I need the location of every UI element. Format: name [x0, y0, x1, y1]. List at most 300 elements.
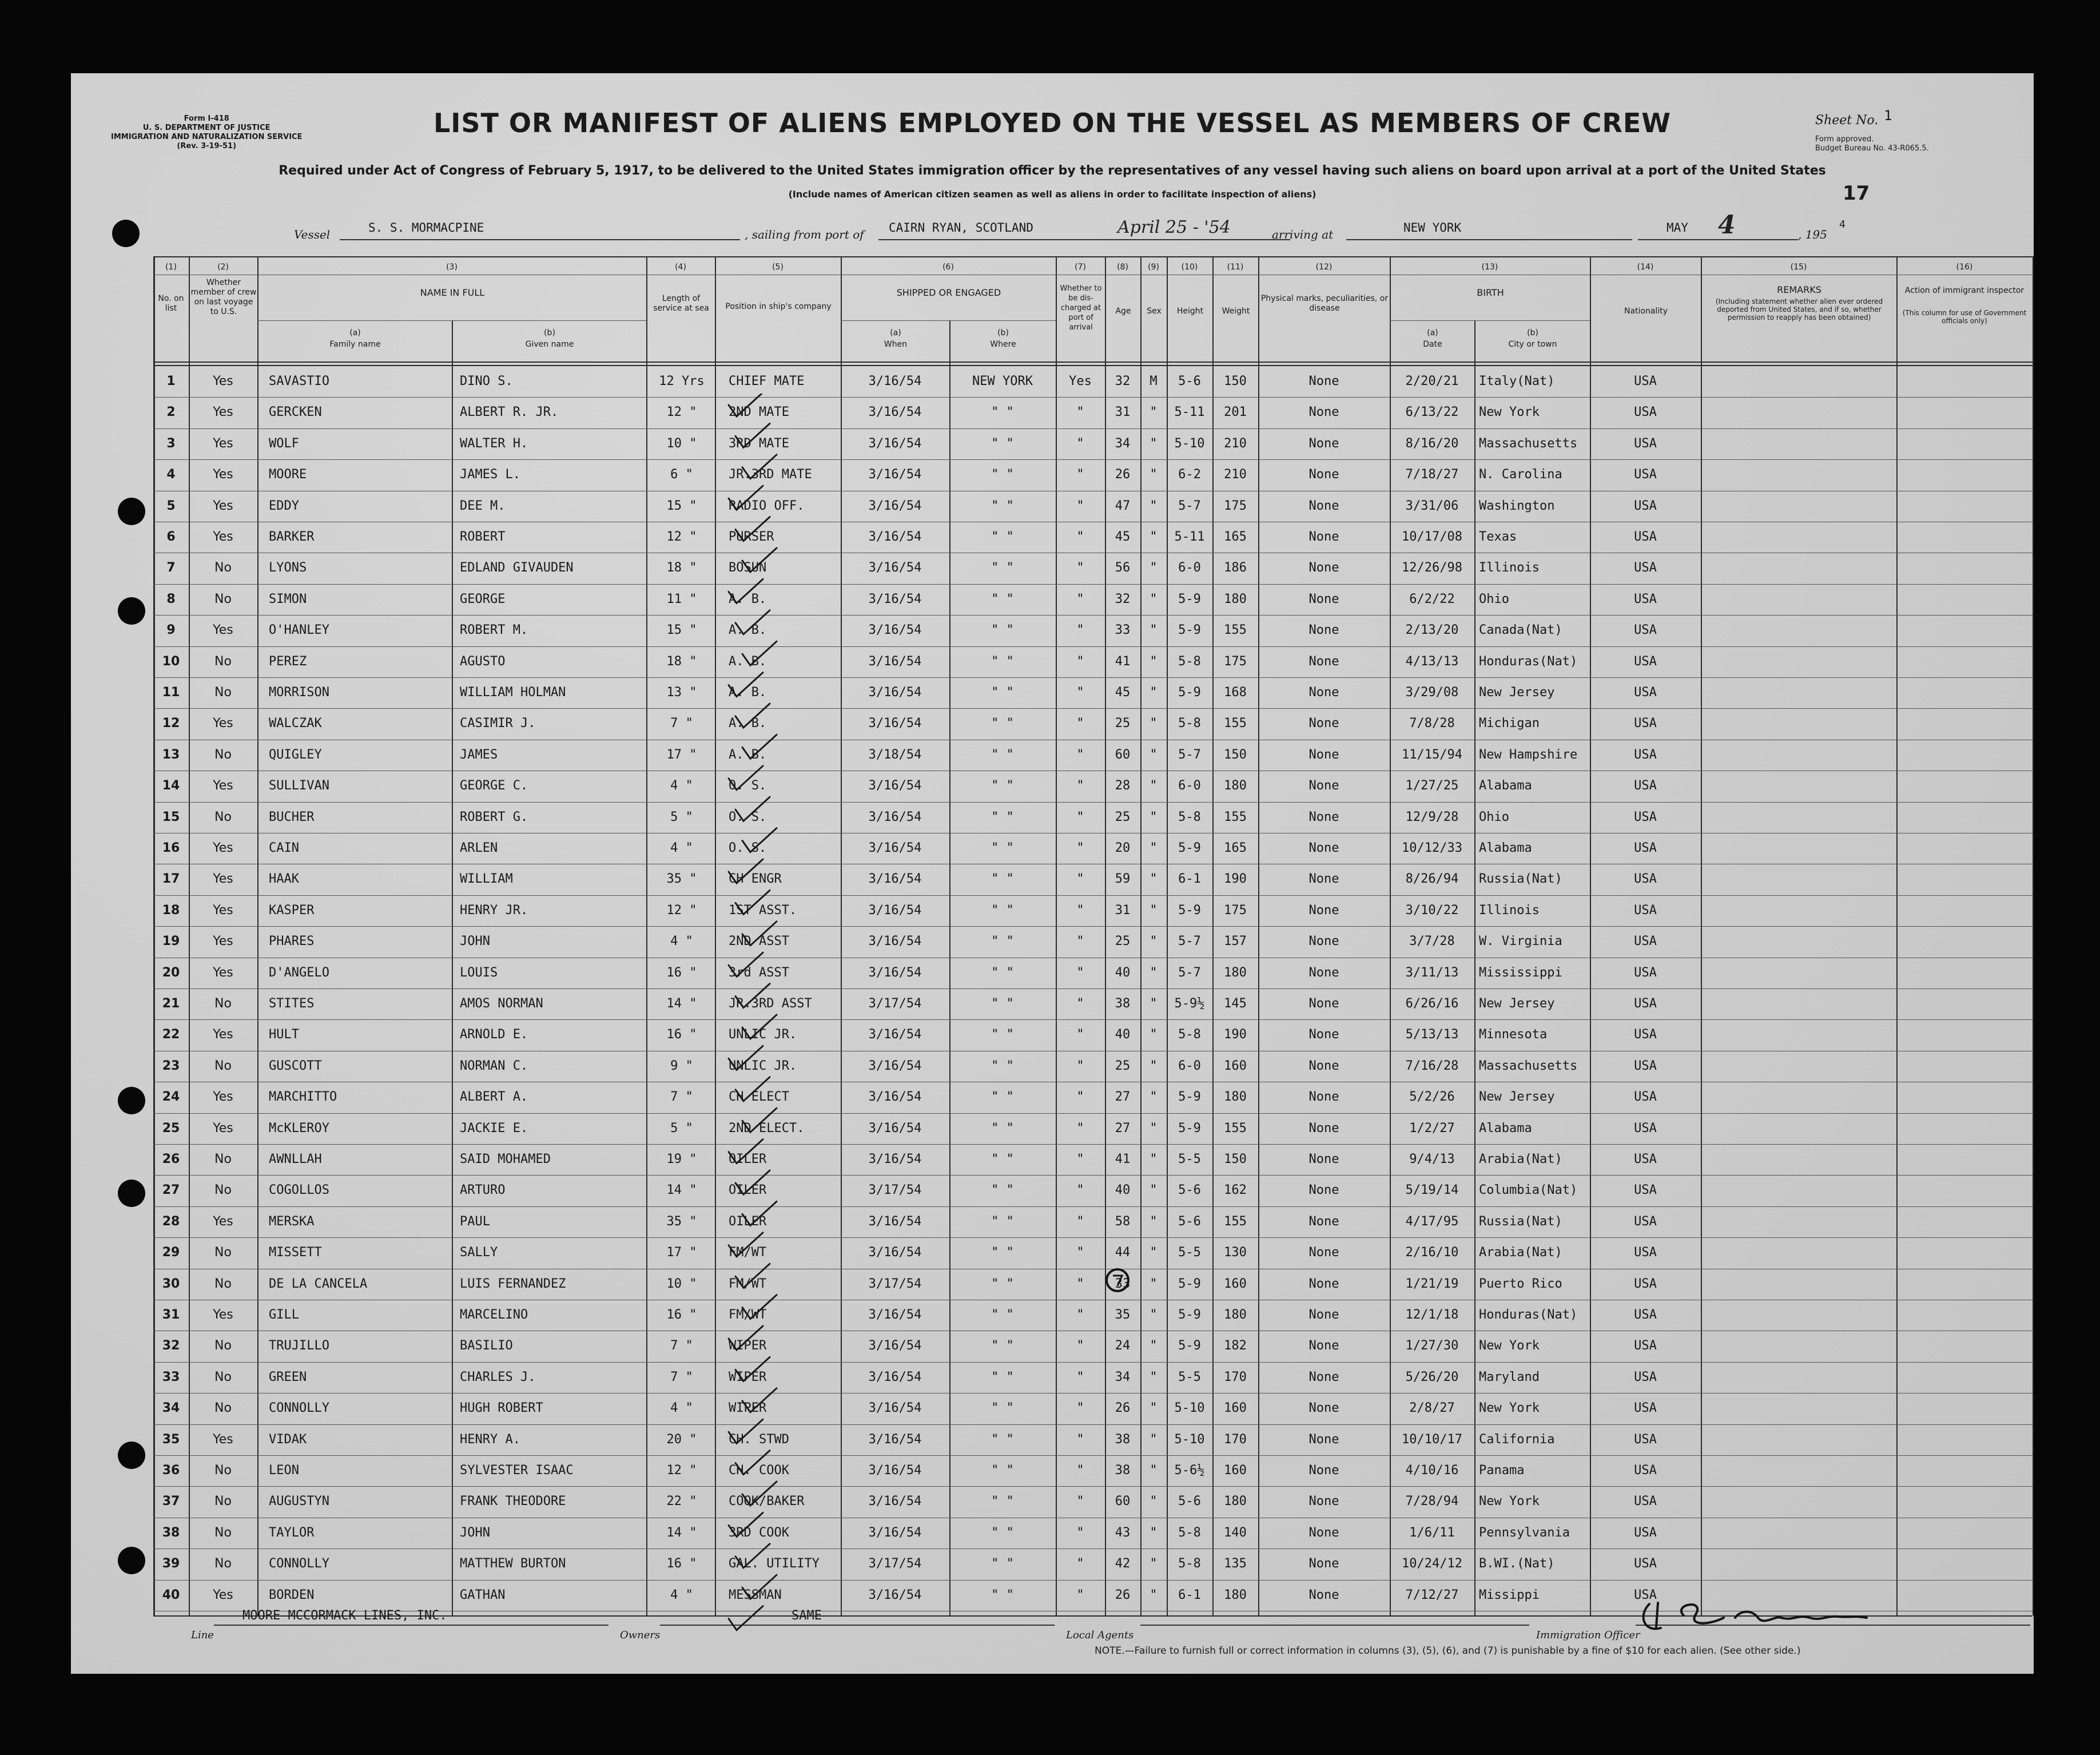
family-name: SAVASTIO [269, 374, 329, 388]
discharged-at-arrival: " [1076, 779, 1084, 793]
row-number: 9 [166, 623, 176, 638]
given-name: JAMES [460, 747, 498, 762]
row-number: 1 [166, 374, 176, 388]
line-label: Line [191, 1629, 214, 1641]
shipped-where: " " [991, 654, 1014, 669]
age: 32 [1115, 591, 1131, 606]
birth-date: 7/12/27 [1405, 1587, 1459, 1602]
nationality: USA [1634, 1432, 1657, 1447]
age: 56 [1115, 561, 1131, 575]
physical-marks: None [1308, 1152, 1339, 1166]
punch-hole [118, 498, 145, 525]
header-remarks: REMARKS [1777, 284, 1821, 295]
header-when-letter: (a) [890, 328, 901, 338]
discharged-at-arrival: " [1076, 1494, 1084, 1509]
sex: " [1150, 1463, 1158, 1478]
discharged-at-arrival: " [1076, 1245, 1084, 1260]
birth-date: 10/12/33 [1402, 841, 1462, 855]
nationality: USA [1634, 654, 1657, 669]
family-name: MOORE [269, 467, 307, 482]
service-length: 19 " [666, 1152, 697, 1166]
physical-marks: None [1308, 1121, 1339, 1135]
height: 6-0 [1178, 1058, 1201, 1073]
age: 28 [1115, 779, 1131, 793]
column-rule [257, 256, 258, 1615]
birth-place: Honduras(Nat) [1479, 1308, 1578, 1322]
checkmarks [694, 394, 820, 1641]
age: 43 [1115, 1525, 1131, 1540]
service-length: 16 " [666, 1557, 697, 1571]
family-name: SULLIVAN [269, 779, 329, 793]
weight: 155 [1224, 1214, 1247, 1229]
weight: 145 [1224, 996, 1247, 1011]
height: 5-7 [1178, 965, 1201, 980]
given-name: ALBERT R. JR. [460, 405, 559, 420]
previous-voyage: Yes [213, 1027, 233, 1042]
weight: 180 [1224, 1308, 1247, 1322]
row-rule [153, 1580, 2033, 1581]
previous-voyage: No [214, 561, 232, 575]
document-subnote: (Include names of American citizen seamen as well as aliens in order to facilitate inspection of aliens) [788, 189, 1317, 200]
family-name: MORRISON [269, 685, 329, 700]
birth-date: 12/26/98 [1402, 561, 1462, 575]
physical-marks: None [1308, 747, 1339, 762]
previous-voyage: Yes [213, 1587, 233, 1602]
previous-voyage: Yes [213, 934, 233, 949]
weight: 190 [1224, 1027, 1247, 1042]
discharged-at-arrival: " [1076, 1121, 1084, 1135]
height: 5-5 [1178, 1152, 1201, 1166]
age: 38 [1115, 1463, 1131, 1478]
discharged-at-arrival: " [1076, 965, 1084, 980]
age: 25 [1115, 1058, 1131, 1073]
shipped-when: 3/16/54 [868, 654, 922, 669]
height: 5-9 [1178, 1276, 1201, 1291]
family-name: MERSKA [269, 1214, 315, 1229]
row-number: 39 [162, 1557, 180, 1571]
previous-voyage: Yes [213, 903, 233, 918]
discharged-at-arrival: " [1076, 498, 1084, 513]
birth-date: 6/26/16 [1405, 996, 1459, 1011]
discharged-at-arrival: " [1076, 1432, 1084, 1447]
shipped-where: " " [991, 716, 1014, 731]
shipped-when: 3/16/54 [868, 716, 922, 731]
family-name: BORDEN [269, 1587, 315, 1602]
family-name: AWNLLAH [269, 1152, 322, 1166]
given-name: LUIS FERNANDEZ [460, 1276, 566, 1291]
birth-place: New Jersey [1479, 685, 1555, 700]
position: O. S. [729, 809, 767, 824]
position: CHIEF MATE [729, 374, 805, 388]
birth-date: 4/10/16 [1405, 1463, 1459, 1478]
row-number: 18 [162, 903, 180, 918]
discharged-at-arrival: " [1076, 1401, 1084, 1416]
column-number: (2) [217, 263, 229, 272]
family-name: STITES [269, 996, 315, 1011]
row-number: 19 [162, 934, 180, 949]
row-number: 23 [162, 1058, 180, 1073]
weight: 182 [1224, 1339, 1247, 1353]
birth-place: Maryland [1479, 1369, 1540, 1384]
previous-voyage: No [214, 1557, 232, 1571]
sex: " [1150, 1214, 1158, 1229]
sex: " [1150, 809, 1158, 824]
position: BOSUN [729, 561, 767, 575]
given-name: WILLIAM [460, 872, 513, 887]
height: 5-9 [1178, 1121, 1201, 1135]
document-title: LIST OR MANIFEST OF ALIENS EMPLOYED ON THE VESSEL AS MEMBERS OF CREW [433, 108, 1671, 138]
header-previous-voyage: Whether member of crew on last voyage to U.S. [190, 278, 257, 316]
given-name: CASIMIR J. [460, 716, 536, 731]
nationality: USA [1634, 1557, 1657, 1571]
local-agents-label: Local Agents [1066, 1629, 1134, 1641]
sex: " [1150, 498, 1158, 513]
position: 3rd ASST [729, 965, 789, 980]
physical-marks: None [1308, 1463, 1339, 1478]
column-number: (3) [446, 263, 458, 272]
given-name: SYLVESTER ISAAC [460, 1463, 574, 1478]
given-name: ALBERT A. [460, 1090, 528, 1105]
shipped-when: 3/16/54 [868, 374, 922, 388]
previous-voyage: No [214, 1058, 232, 1073]
shipped-when: 3/16/54 [868, 809, 922, 824]
shipped-when: 3/16/54 [868, 841, 922, 855]
birth-place: Columbia(Nat) [1479, 1183, 1578, 1198]
height: 5-9 [1178, 841, 1201, 855]
discharged-at-arrival: " [1076, 1276, 1084, 1291]
age: 25 [1115, 809, 1131, 824]
birth-place: New York [1479, 405, 1540, 420]
sex: M [1150, 374, 1158, 388]
header-where-letter: (b) [997, 328, 1009, 338]
previous-voyage: Yes [213, 623, 233, 638]
age: 24 [1115, 1339, 1131, 1353]
service-length: 12 " [666, 1463, 697, 1478]
header-birth: BIRTH [1477, 287, 1504, 298]
nationality: USA [1634, 965, 1657, 980]
position: 3RD MATE [729, 436, 789, 451]
birth-place: Alabama [1479, 779, 1532, 793]
sheet-number-label: Sheet No. [1815, 113, 1879, 128]
punch-hole [118, 1442, 145, 1469]
position: 1ST ASST. [729, 903, 797, 918]
header-name-in-full: NAME IN FULL [420, 287, 485, 298]
family-name: D'ANGELO [269, 965, 329, 980]
family-name: CONNOLLY [269, 1401, 329, 1416]
birth-place: Washington [1479, 498, 1555, 513]
column-number: (13) [1481, 263, 1498, 272]
birth-date: 1/27/25 [1405, 779, 1459, 793]
height: 6-1 [1178, 872, 1201, 887]
age: 40 [1115, 1183, 1131, 1198]
physical-marks: None [1308, 374, 1339, 388]
service-length: 16 " [666, 1308, 697, 1322]
sex: " [1150, 1276, 1158, 1291]
discharged-at-arrival: " [1076, 1027, 1084, 1042]
shipped-when: 3/16/54 [868, 1587, 922, 1602]
column-number: (8) [1117, 263, 1128, 272]
column-rule [646, 256, 647, 1615]
nationality: USA [1634, 1152, 1657, 1166]
birth-date: 5/26/20 [1405, 1369, 1459, 1384]
position: WIPER [729, 1401, 767, 1416]
shipped-when: 3/16/54 [868, 1214, 922, 1229]
column-number: (16) [1956, 263, 1973, 272]
given-name: MATTHEW BURTON [460, 1557, 566, 1571]
previous-voyage: Yes [213, 716, 233, 731]
family-name: GUSCOTT [269, 1058, 322, 1073]
port-of-departure: CAIRN RYAN, SCOTLAND [889, 221, 1033, 235]
sex: " [1150, 561, 1158, 575]
header-age: Age [1115, 307, 1131, 316]
birth-place: New York [1479, 1339, 1540, 1353]
sex: " [1150, 1090, 1158, 1105]
previous-voyage: Yes [213, 498, 233, 513]
sailing-label: , sailing from port of [745, 228, 864, 241]
height: 5-10 [1174, 436, 1205, 451]
discharged-at-arrival: " [1076, 934, 1084, 949]
height: 5-9 [1178, 685, 1201, 700]
officer-signature [1626, 1593, 1912, 1644]
row-rule [257, 320, 646, 321]
row-number: 40 [162, 1587, 180, 1602]
sex: " [1150, 779, 1158, 793]
birth-place: Pennsylvania [1479, 1525, 1570, 1540]
given-name: LOUIS [460, 965, 498, 980]
row-number: 12 [162, 716, 180, 731]
service-length: 17 " [666, 747, 697, 762]
height: 5-6 [1178, 1494, 1201, 1509]
shipped-where: " " [991, 467, 1014, 482]
birth-place: New Hampshire [1479, 747, 1578, 762]
age: 44 [1115, 1245, 1131, 1260]
height: 6-1 [1178, 1587, 1201, 1602]
age: 25 [1115, 934, 1131, 949]
nationality: USA [1634, 405, 1657, 420]
shipped-when: 3/16/54 [868, 1369, 922, 1384]
nationality: USA [1634, 374, 1657, 388]
nationality: USA [1634, 1369, 1657, 1384]
weight: 165 [1224, 841, 1247, 855]
shipped-where: " " [991, 747, 1014, 762]
position: OILER [729, 1152, 767, 1166]
birth-place: Texas [1479, 530, 1517, 544]
weight: 210 [1224, 436, 1247, 451]
height: 6-2 [1178, 467, 1201, 482]
birth-date: 7/28/94 [1405, 1494, 1459, 1509]
given-name: JAMES L. [460, 467, 520, 482]
previous-voyage: Yes [213, 1090, 233, 1105]
document-subtitle: Required under Act of Congress of February 5, 1917, to be delivered to the United States immigration officer by the representatives of any vessel having such aliens on board upon arrival at a port of the United States [279, 164, 1826, 178]
position: MESSMAN [729, 1587, 782, 1602]
row-rule [153, 1486, 2033, 1487]
birth-place: Arabia(Nat) [1479, 1152, 1562, 1166]
birth-date: 9/4/13 [1409, 1152, 1455, 1166]
row-rule [153, 1019, 2033, 1020]
nationality: USA [1634, 841, 1657, 855]
weight: 150 [1224, 747, 1247, 762]
physical-marks: None [1308, 561, 1339, 575]
previous-voyage: Yes [213, 1121, 233, 1135]
service-length: 17 " [666, 1245, 697, 1260]
page-number: 17 [1843, 182, 1870, 205]
physical-marks: None [1308, 1557, 1339, 1571]
row-rule [153, 1455, 2033, 1456]
shipped-when: 3/16/54 [868, 934, 922, 949]
vessel-label: Vessel [294, 228, 331, 241]
given-name: WILLIAM HOLMAN [460, 685, 566, 700]
weight: 186 [1224, 561, 1247, 575]
age: 60 [1115, 747, 1131, 762]
sex: " [1150, 623, 1158, 638]
sex: " [1150, 1245, 1158, 1260]
row-rule [153, 1206, 2033, 1207]
row-number: 13 [162, 747, 180, 762]
shipped-when: 3/16/54 [868, 1494, 922, 1509]
nationality: USA [1634, 591, 1657, 606]
header-shipped-engaged: SHIPPED OR ENGAGED [896, 287, 1001, 298]
shipped-where: " " [991, 1276, 1014, 1291]
header-remarks-note: (Including statement whether alien ever ordered deported from United States, and if so, whether permission to reapply has been obtained) [1715, 297, 1883, 321]
row-number: 25 [162, 1121, 180, 1135]
nationality: USA [1634, 1245, 1657, 1260]
given-name: ROBERT G. [460, 809, 528, 824]
column-rule [1896, 256, 1898, 1615]
height: 5-7 [1178, 747, 1201, 762]
age: 47 [1115, 498, 1131, 513]
nationality: USA [1634, 1121, 1657, 1135]
service-length: 7 " [670, 716, 693, 731]
service-length: 4 " [670, 1587, 693, 1602]
previous-voyage: Yes [213, 872, 233, 887]
age: 41 [1115, 654, 1131, 669]
family-name: EDDY [269, 498, 299, 513]
nationality: USA [1634, 1525, 1657, 1540]
position: A. B. [729, 623, 767, 638]
header-discharged: Whether to be dis-charged at port of arrival [1060, 284, 1102, 332]
age: 34 [1115, 1369, 1131, 1384]
service-length: 7 " [670, 1339, 693, 1353]
given-name: PAUL [460, 1214, 490, 1229]
nationality: USA [1634, 561, 1657, 575]
sex: " [1150, 530, 1158, 544]
shipped-where: " " [991, 996, 1014, 1011]
weight: 155 [1224, 809, 1247, 824]
position: CH ELECT [729, 1090, 789, 1105]
birth-date: 11/15/94 [1402, 747, 1462, 762]
family-name: DE LA CANCELA [269, 1276, 368, 1291]
birth-place: Puerto Rico [1479, 1276, 1562, 1291]
header-height: Height [1176, 307, 1204, 316]
nationality: USA [1634, 467, 1657, 482]
row-number: 24 [162, 1090, 180, 1105]
vessel-name: S. S. MORMACPINE [368, 221, 484, 235]
age: 38 [1115, 1432, 1131, 1447]
family-name: LEON [269, 1463, 299, 1478]
service-length: 18 " [666, 561, 697, 575]
discharged-at-arrival: " [1076, 1463, 1084, 1478]
header-birth-place-letter: (b) [1527, 328, 1538, 338]
row-rule [153, 708, 2033, 709]
shipped-where: " " [991, 1090, 1014, 1105]
family-name: SIMON [269, 591, 307, 606]
physical-marks: None [1308, 1027, 1339, 1042]
position: RADIO OFF. [729, 498, 805, 513]
service-length: 35 " [666, 872, 697, 887]
column-number: (12) [1315, 263, 1333, 272]
service-length: 12 " [666, 405, 697, 420]
row-rule [153, 1144, 2033, 1145]
shipped-where: " " [991, 405, 1014, 420]
age: 58 [1115, 1214, 1131, 1229]
weight: 170 [1224, 1432, 1247, 1447]
weight: 180 [1224, 1587, 1247, 1602]
column-number: (7) [1075, 263, 1086, 272]
header-service-length: Length of service at sea [653, 294, 709, 313]
birth-date: 6/13/22 [1405, 405, 1459, 420]
position: CH. COOK [729, 1463, 789, 1478]
row-number: 21 [162, 996, 180, 1011]
sex: " [1150, 591, 1158, 606]
physical-marks: None [1308, 996, 1339, 1011]
weight: 157 [1224, 934, 1247, 949]
shipped-where: " " [991, 1308, 1014, 1322]
shipped-where: " " [991, 1525, 1014, 1540]
punch-hole [118, 1180, 145, 1207]
nationality: USA [1634, 903, 1657, 918]
family-name: COGOLLOS [269, 1183, 329, 1198]
service-length: 6 " [670, 467, 693, 482]
shipped-where: " " [991, 934, 1014, 949]
birth-date: 8/26/94 [1405, 872, 1459, 887]
weight: 175 [1224, 498, 1247, 513]
shipped-when: 3/16/54 [868, 1058, 922, 1073]
given-name: ARLEN [460, 841, 498, 855]
age: 33 [1115, 623, 1131, 638]
physical-marks: None [1308, 1587, 1339, 1602]
shipped-where: " " [991, 1245, 1014, 1260]
birth-date: 1/27/30 [1405, 1339, 1459, 1353]
column-number: (15) [1790, 263, 1807, 272]
punch-hole [112, 220, 140, 247]
shipped-when: 3/16/54 [868, 467, 922, 482]
sheet-number: 1 [1884, 108, 1892, 124]
row-rule [153, 256, 2033, 257]
physical-marks: None [1308, 467, 1339, 482]
shipped-where: " " [991, 1463, 1014, 1478]
row-rule [153, 802, 2033, 803]
discharged-at-arrival: " [1076, 623, 1084, 638]
column-rule [1474, 320, 1475, 1615]
birth-date: 2/16/10 [1405, 1245, 1459, 1260]
header-given-name: Given name [525, 340, 574, 349]
header-action: Action of immigrant inspector [1904, 286, 2025, 295]
birth-date: 3/11/13 [1405, 965, 1459, 980]
row-rule [153, 895, 2033, 896]
previous-voyage: Yes [213, 374, 233, 388]
birth-date: 7/8/28 [1409, 716, 1455, 731]
discharged-at-arrival: " [1076, 530, 1084, 544]
weight: 180 [1224, 591, 1247, 606]
birth-place: Mississippi [1479, 965, 1562, 980]
birth-date: 12/9/28 [1405, 809, 1459, 824]
family-name: QUIGLEY [269, 747, 322, 762]
row-rule [153, 1237, 2033, 1238]
family-name: PEREZ [269, 654, 307, 669]
height: 5-8 [1178, 1525, 1201, 1540]
family-name: GERCKEN [269, 405, 322, 420]
age: 27 [1115, 1121, 1131, 1135]
